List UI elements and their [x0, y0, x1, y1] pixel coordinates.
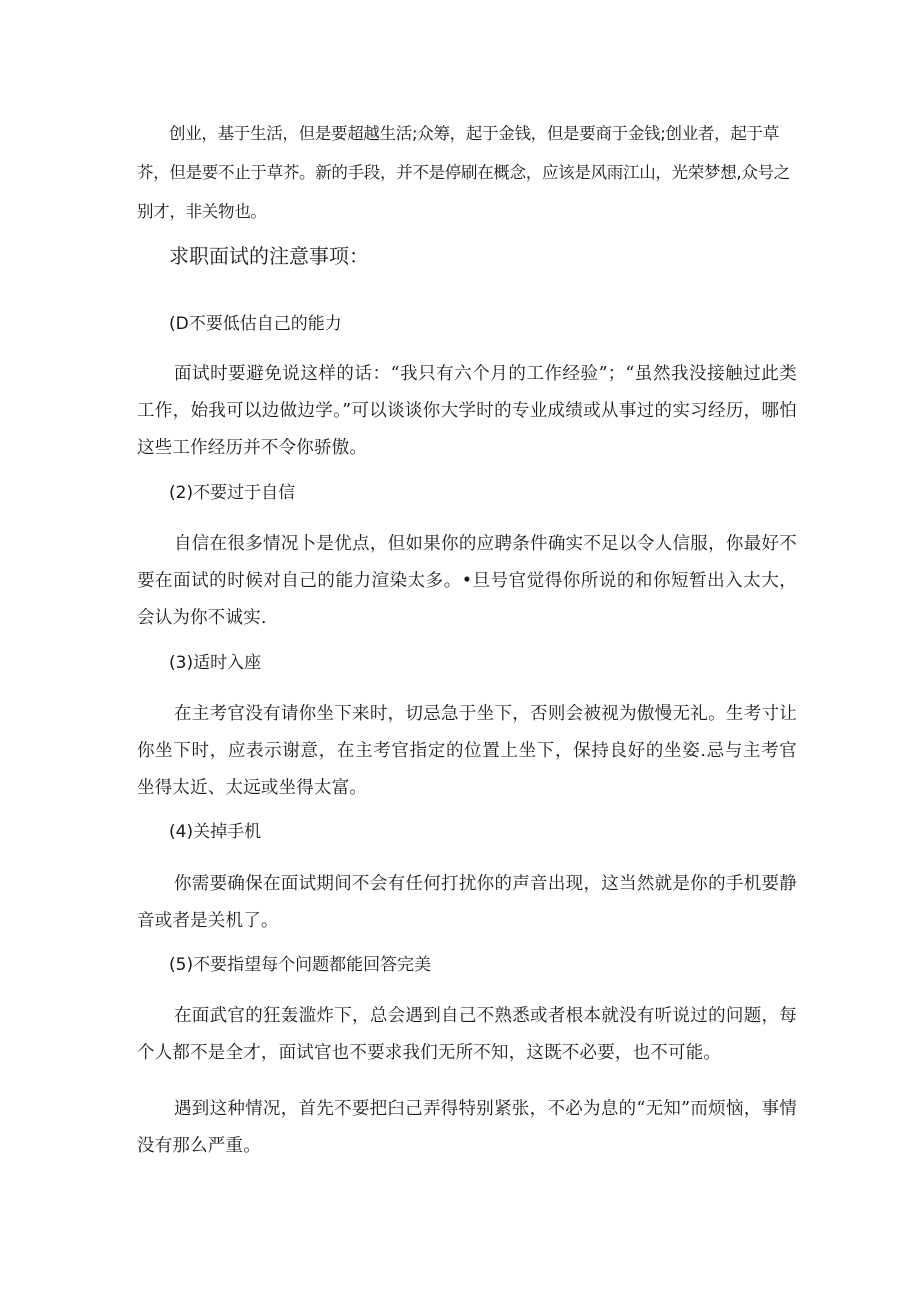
item-3-heading: (3)适时入座 — [169, 653, 262, 673]
intro-paragraph: 创业，基于生活，但是要超越生活;众筹，起于金钱，但是要商于金钱;创业者，起于草芥，但是要不止于草芥。新的手段，并不是停刷在概念，应该是风雨江山，光荣梦想,众号之别才，非关物也。 — [137, 124, 790, 221]
item-1-heading: (D不要低估自己的能力 — [169, 314, 342, 334]
item-5-paragraph-2: 遇到这种情况，首先不要把臼己弄得特别紧张，不必为息的“无知”而烦恼，事情没有那么严重。 — [137, 1099, 797, 1156]
item-5-paragraph-1: 在面武官的狂轰滥炸下，总会遇到自己不熟悉或者根本就没有听说过的问题，每个人都不是全才，面试官也不要求我们无所不知，这既不必要，也不可能。 — [137, 1006, 797, 1063]
item-5-heading: (5)不要指望每个问题都能回答完美 — [169, 955, 432, 975]
item-1-paragraph: 面试时要避免说这样的话：“我只有六个月的工作经验”；“虽然我没接触过此类工作，始我可以边做边学。”可以谈谈你大学时的专业成绩或从事过的实习经历，哪怕这些工作经历并不令你骄傲。 — [137, 364, 797, 458]
item-4-paragraph: 你需要确保在面试期间不会有任何打扰你的声音出现，这当然就是你的手机要静音或者是关机了。 — [137, 874, 797, 931]
item-2-paragraph: 自信在很多情况卜是优点，但如果你的应聘条件确实不足以令人信服，你最好不要在面试的时候对自己的能力渲染太多。•旦号官觉得你所说的和你短暂出入太大，会认为你不诚实. — [137, 534, 797, 628]
item-4-heading: (4)关掉手机 — [169, 822, 262, 842]
section-title: 求职面试的注意事项： — [169, 244, 369, 268]
item-2-heading: (2)不要过于自信 — [169, 483, 296, 503]
item-3-paragraph: 在主考官没有请你坐下来时，切忌急于坐下，否则会被视为傲慢无礼。生考寸让你坐下时，应表示谢意，在主考官指定的位置上坐下，保持良好的坐姿.忌与主考官坐得太近、太远或坐得太富。 — [137, 704, 797, 798]
